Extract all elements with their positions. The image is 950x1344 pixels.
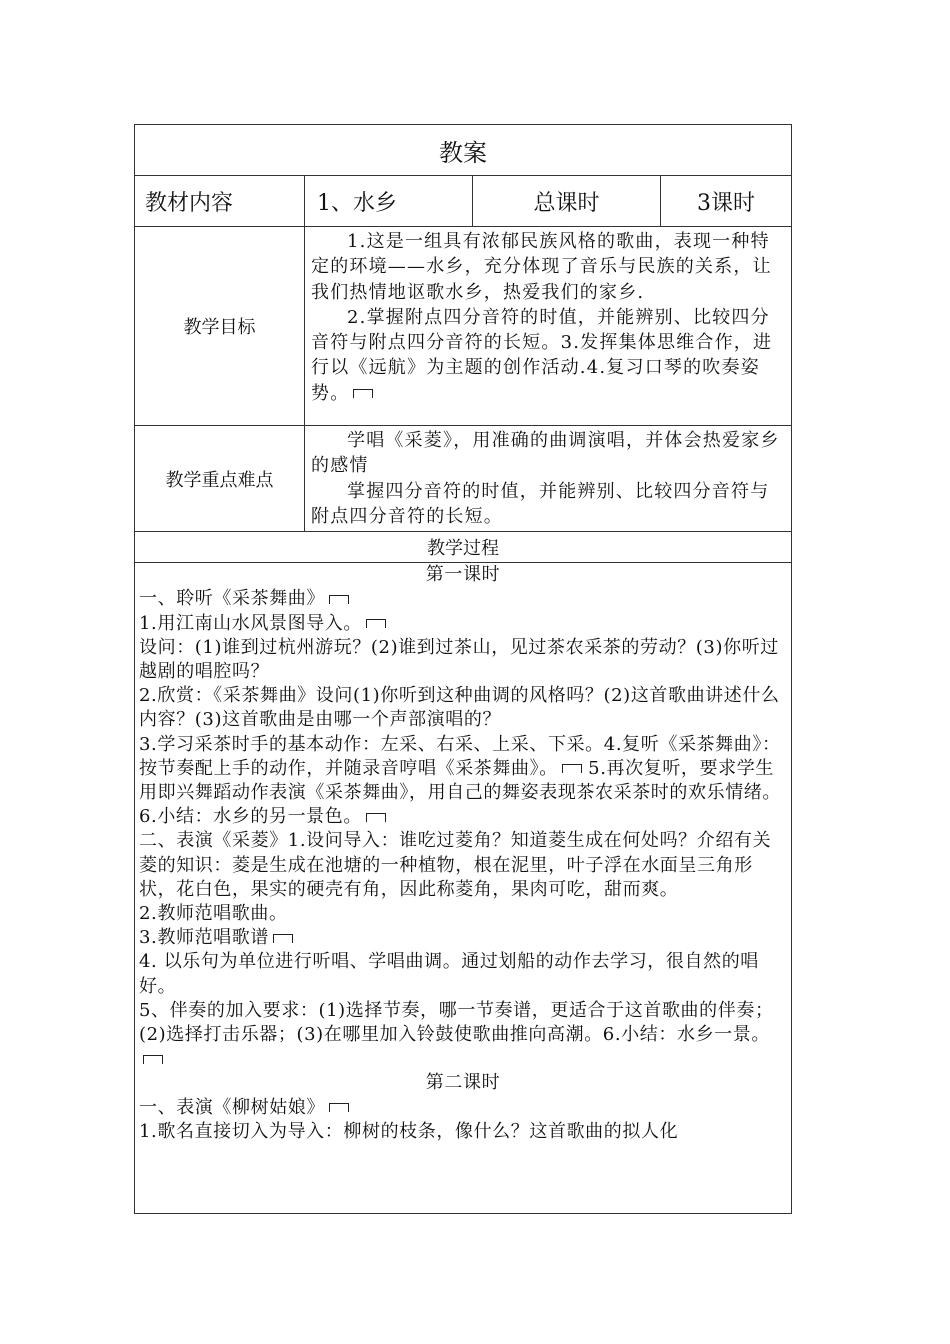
goals-row bbox=[135, 227, 792, 426]
goals-paragraph-2: 2.掌握附点四分音符的时值，并能辨别、比较四分音符与附点四分音符的长短。3.发挥集体思维合作，进行以《远航》为主题的创作活动.4.复习口琴的吹奏姿势。 bbox=[311, 306, 773, 404]
lesson2-title: 第二课时 bbox=[425, 1072, 501, 1094]
return-mark-icon bbox=[562, 764, 582, 773]
process-line-12: 一、表演《柳树姑娘》 bbox=[139, 1096, 325, 1118]
process-line-13: 1.歌名直接切入为导入：柳树的枝条，像什么？这首歌曲的拟人化 bbox=[139, 1120, 679, 1142]
process-content bbox=[135, 563, 792, 1214]
lesson-plan-table bbox=[134, 124, 792, 1214]
process-line-2: 1.用江南山水风景图导入。 bbox=[139, 612, 362, 634]
total-hours-label: 总课时 bbox=[473, 176, 661, 227]
goals-content bbox=[305, 227, 792, 426]
process-line-10: 4. 以乐句为单位进行听唱、学唱曲调。通过划船的动作去学习，很自然的唱好。 bbox=[139, 951, 759, 997]
document-title: 教案 bbox=[135, 125, 792, 176]
process-line-7: 二、表演《采菱》1.设问导入：谁吃过菱角？知道菱生成在何处吗？介绍有关菱的知识：菱是生成在池塘的一种植物，根在泥里，叶子浮在水面呈三角形状，花白色，果实的硬壳有角，因此称菱角，果肉可吃，甜而爽。 bbox=[139, 830, 772, 900]
process-line-5a: 3.学习采茶时手的基本动作：左采、右采、上采、下采。4.复听《采茶舞曲》：按节奏配上手的动作，并随录音哼唱《采茶舞曲》。 bbox=[139, 733, 781, 779]
keypoints-row bbox=[135, 426, 792, 532]
keypoints-paragraph-1: 学唱《采菱》，用准确的曲调演唱，并体会热爱家乡的感情 bbox=[311, 430, 780, 477]
goals-paragraph-1: 1.这是一组具有浓郁民族风格的歌曲，表现一种特定的环境——水乡，充分体现了音乐与民族的关系，让我们热情地讴歌水乡，热爱我们的家乡. bbox=[311, 231, 772, 303]
header-row bbox=[135, 176, 792, 227]
return-mark-icon bbox=[366, 619, 386, 628]
process-line-9: 3.教师范唱歌谱 bbox=[139, 927, 269, 949]
process-line-8: 2.教师范唱歌曲。 bbox=[139, 903, 288, 925]
return-mark-icon bbox=[329, 1103, 349, 1112]
process-line-3: 设问：(1)谁到过杭州游玩？(2)谁到过茶山，见过茶农采茶的劳动？(3)你听过越剧的唱腔吗？ bbox=[139, 636, 779, 682]
material-label: 教材内容 bbox=[135, 176, 305, 227]
process-row bbox=[135, 563, 792, 1214]
lesson1-title: 第一课时 bbox=[425, 564, 501, 586]
keypoints-label: 教学重点难点 bbox=[135, 426, 305, 532]
goals-label: 教学目标 bbox=[135, 227, 305, 426]
process-line-4: 2.欣赏：《采茶舞曲》设问(1)你听到这种曲调的风格吗？(2)这首歌曲讲述什么内容？(3)这首歌曲是由哪一个声部演唱的？ bbox=[139, 685, 780, 731]
return-mark-icon bbox=[143, 1055, 163, 1064]
return-mark-icon bbox=[329, 595, 349, 604]
process-line-1: 一、聆听《采茶舞曲》 bbox=[139, 588, 325, 610]
keypoints-paragraph-2: 掌握四分音符的时值，并能辨别、比较四分音符与附点四分音符的长短。 bbox=[311, 480, 770, 527]
process-title: 教学过程 bbox=[135, 532, 792, 563]
process-line-6: 6.小结：水乡的另一景色。 bbox=[139, 806, 362, 828]
process-line-11: 5、伴奏的加入要求：(1)选择节奏，哪一节奏谱，更适合于这首歌曲的伴奏；(2)选择打击乐器；(3)在哪里加入铃鼓使歌曲推向高潮。6.小结：水乡一景。 bbox=[139, 999, 774, 1046]
keypoints-content bbox=[305, 426, 792, 532]
total-hours-value: 3课时 bbox=[661, 176, 792, 227]
process-line-5b: 5.再次复听，要求学生用即兴舞蹈动作表演《采茶舞曲》，用自己的舞姿表现茶农采茶时的欢乐情绪。 bbox=[139, 757, 781, 804]
material-value: 1、水乡 bbox=[305, 176, 473, 227]
return-mark-icon bbox=[273, 934, 293, 943]
return-mark-icon bbox=[366, 813, 386, 822]
return-mark-icon bbox=[353, 389, 373, 398]
